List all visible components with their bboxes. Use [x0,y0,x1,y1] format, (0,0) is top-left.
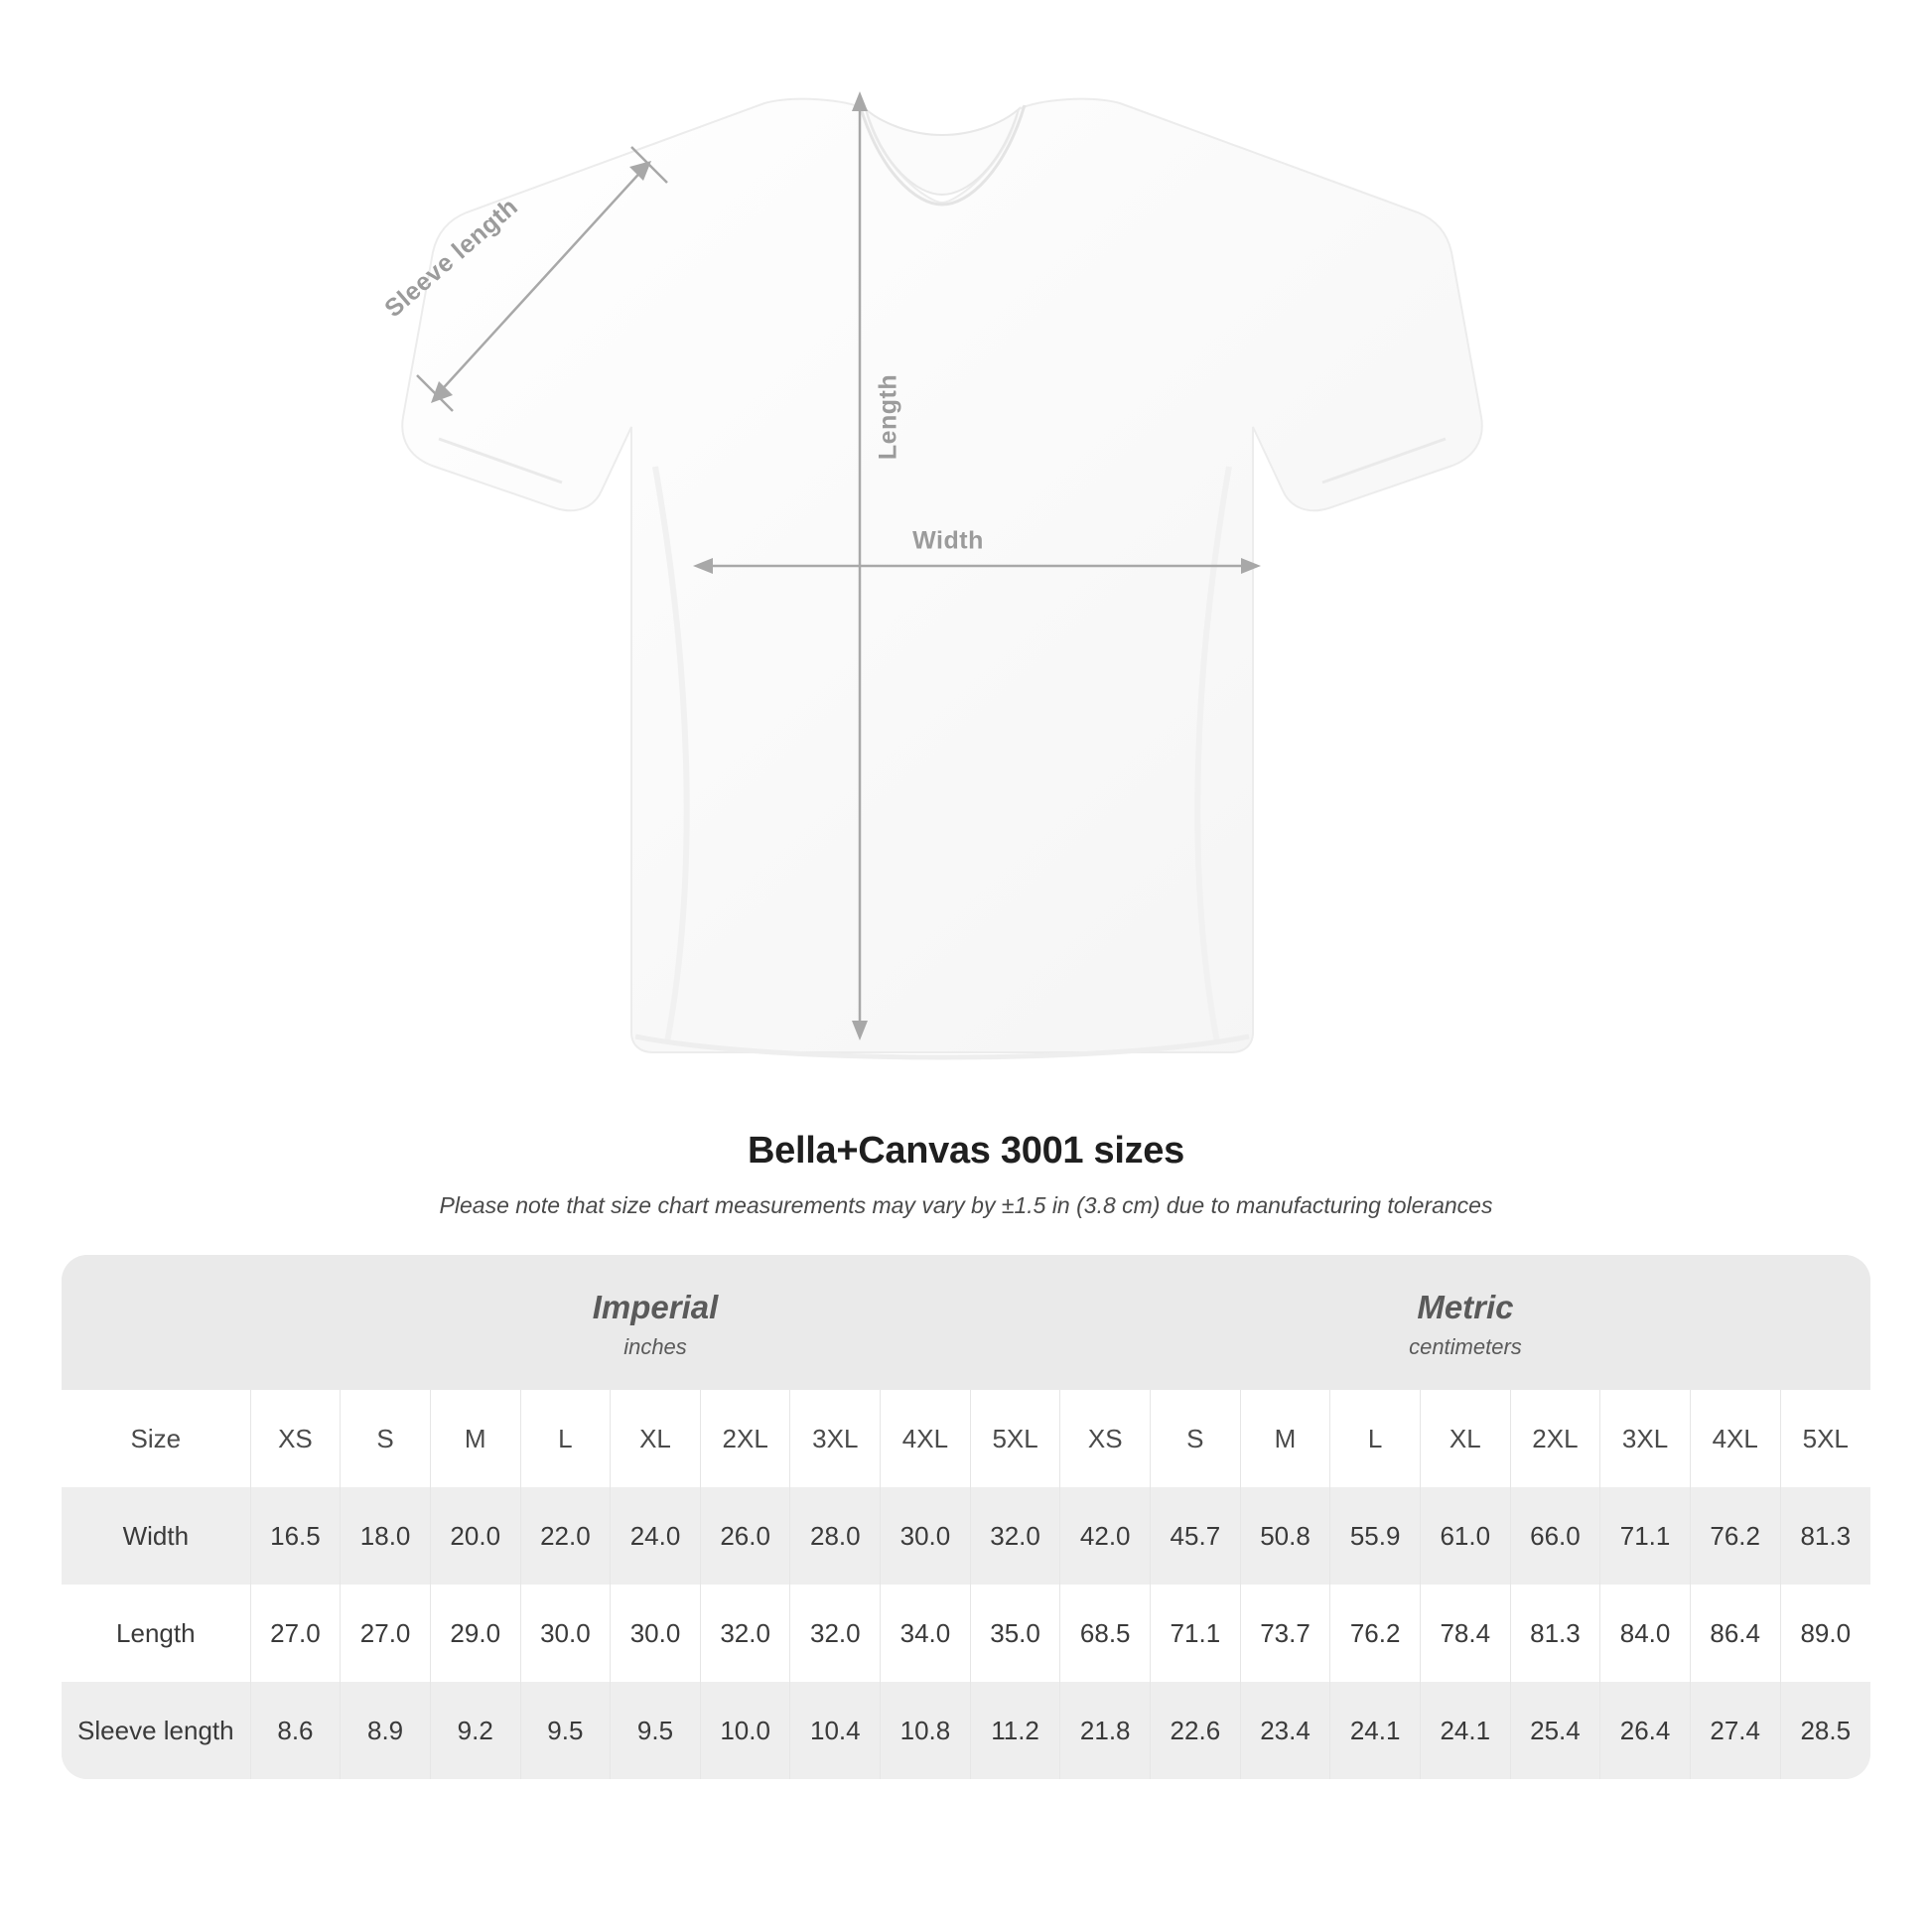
cell: 30.0 [611,1585,701,1682]
size-header-cell: 3XL [790,1390,881,1487]
unit-metric-sub: centimeters [1409,1334,1522,1359]
cell: 27.4 [1690,1682,1780,1779]
cell: 24.0 [611,1487,701,1585]
unit-imperial [250,1255,1060,1390]
sleeve-length-label: Sleeve length [379,193,524,324]
cell: 9.5 [611,1682,701,1779]
cell: 10.4 [790,1682,881,1779]
cell: 34.0 [881,1585,971,1682]
cell: 9.2 [430,1682,520,1779]
size-header-cell: 5XL [970,1390,1060,1487]
cell: 23.4 [1240,1682,1330,1779]
cell: 22.0 [520,1487,611,1585]
cell: 66.0 [1510,1487,1600,1585]
cell: 89.0 [1780,1585,1870,1682]
cell: 71.1 [1600,1487,1691,1585]
table-row [62,1585,1870,1682]
cell: 8.9 [341,1682,431,1779]
cell: 22.6 [1151,1682,1241,1779]
unit-imperial-sub: inches [623,1334,687,1359]
size-header-cell: S [1151,1390,1241,1487]
cell: 76.2 [1690,1487,1780,1585]
row-label-sleeve-length: Sleeve length [62,1682,250,1779]
cell: 55.9 [1330,1487,1421,1585]
size-table [62,1255,1870,1779]
cell: 86.4 [1690,1585,1780,1682]
cell: 32.0 [790,1585,881,1682]
size-header-cell: M [430,1390,520,1487]
unit-metric-name: Metric [1417,1289,1514,1325]
cell: 30.0 [881,1487,971,1585]
unit-imperial-name: Imperial [592,1289,719,1325]
size-header-cell: 4XL [881,1390,971,1487]
table-row [62,1487,1870,1585]
size-header-cell: 2XL [1510,1390,1600,1487]
size-header-cell: 3XL [1600,1390,1691,1487]
cell: 9.5 [520,1682,611,1779]
size-header-cell: 4XL [1690,1390,1780,1487]
unit-spacer [62,1255,250,1390]
cell: 73.7 [1240,1585,1330,1682]
row-label-width: Width [62,1487,250,1585]
unit-header-row [62,1255,1870,1390]
cell: 61.0 [1420,1487,1510,1585]
table-row [62,1682,1870,1779]
size-header-cell: XS [250,1390,341,1487]
cell: 45.7 [1151,1487,1241,1585]
cell: 24.1 [1330,1682,1421,1779]
size-header-cell: XS [1060,1390,1151,1487]
cell: 16.5 [250,1487,341,1585]
cell: 21.8 [1060,1682,1151,1779]
cell: 8.6 [250,1682,341,1779]
cell: 11.2 [970,1682,1060,1779]
cell: 29.0 [430,1585,520,1682]
cell: 32.0 [970,1487,1060,1585]
size-header-cell: L [1330,1390,1421,1487]
cell: 30.0 [520,1585,611,1682]
cell: 71.1 [1151,1585,1241,1682]
cell: 10.0 [700,1682,790,1779]
page-title: Bella+Canvas 3001 sizes [748,1130,1184,1172]
size-header-cell: S [341,1390,431,1487]
cell: 10.8 [881,1682,971,1779]
cell: 50.8 [1240,1487,1330,1585]
title-block [0,1130,1932,1219]
cell: 18.0 [341,1487,431,1585]
cell: 20.0 [430,1487,520,1585]
cell: 26.4 [1600,1682,1691,1779]
cell: 78.4 [1420,1585,1510,1682]
cell: 32.0 [700,1585,790,1682]
cell: 24.1 [1420,1682,1510,1779]
size-table-container [62,1255,1870,1779]
cell: 81.3 [1780,1487,1870,1585]
cell: 28.0 [790,1487,881,1585]
size-header-cell: L [520,1390,611,1487]
size-header-label: Size [62,1390,250,1487]
size-header-cell: XL [611,1390,701,1487]
cell: 76.2 [1330,1585,1421,1682]
cell: 25.4 [1510,1682,1600,1779]
length-label: Length [874,373,902,461]
unit-metric [1060,1255,1870,1390]
cell: 26.0 [700,1487,790,1585]
size-header-cell: M [1240,1390,1330,1487]
size-header-row [62,1390,1870,1487]
cell: 28.5 [1780,1682,1870,1779]
cell: 81.3 [1510,1585,1600,1682]
row-label-length: Length [62,1585,250,1682]
cell: 84.0 [1600,1585,1691,1682]
cell: 27.0 [341,1585,431,1682]
width-label: Width [912,526,984,555]
tolerance-note: Please note that size chart measurements may vary by ±1.5 in (3.8 cm) due to manufacturing tolerances [439,1192,1493,1218]
size-header-cell: 5XL [1780,1390,1870,1487]
cell: 35.0 [970,1585,1060,1682]
size-header-cell: 2XL [700,1390,790,1487]
size-header-cell: XL [1420,1390,1510,1487]
cell: 42.0 [1060,1487,1151,1585]
cell: 27.0 [250,1585,341,1682]
cell: 68.5 [1060,1585,1151,1682]
